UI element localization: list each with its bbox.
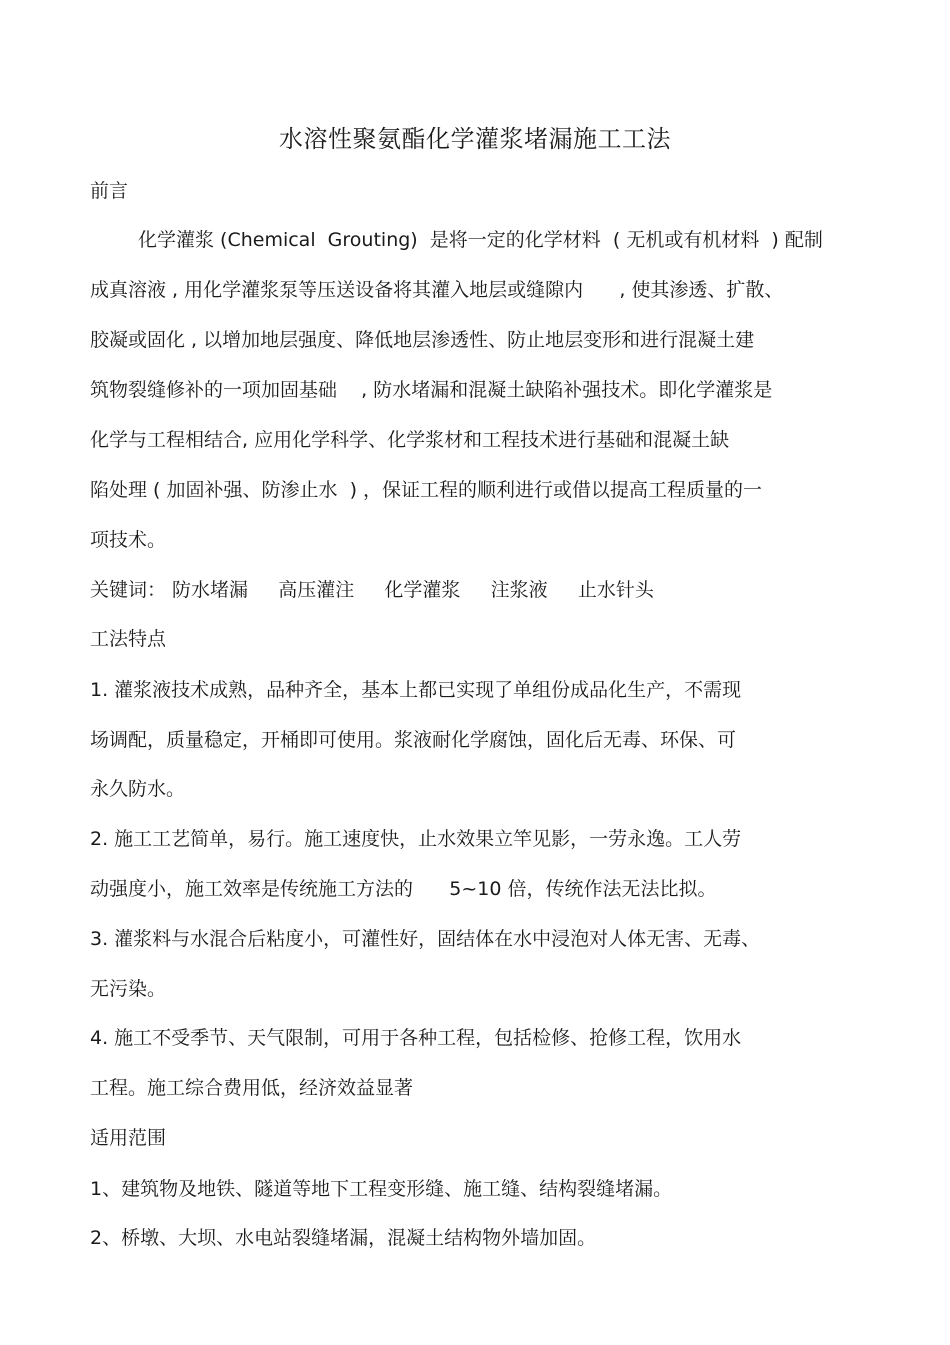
list-item-line: 1. 灌浆液技术成熟，品种齐全，基本上都已实现了单组份成品化生产，不需现: [90, 679, 742, 701]
list-item-line: 1、建筑物及地铁、隧道等地下工程变形缝、施工缝、结构裂缝堵漏。: [90, 1178, 673, 1200]
paragraph-line: 项技术。: [90, 529, 167, 551]
list-item-line: 4. 施工不受季节、天气限制，可用于各种工程，包括检修、抢修工程，饮用水: [90, 1027, 742, 1049]
paragraph-line: 化学灌浆 (Chemical Grouting) 是将一定的化学材料 ( 无机或有机材料 ) 配制: [138, 229, 823, 251]
list-item-line: 3. 灌浆料与水混合后粘度小，可灌性好，固结体在水中浸泡对人体无害、无毒、: [90, 928, 761, 950]
paragraph-line: 胶凝或固化 , 以增加地层强度、降低地层渗透性、防止地层变形和进行混凝土建: [90, 329, 755, 351]
paragraph-line: 陷处理 ( 加固补强、防渗止水 ) ，保证工程的顺利进行或借以提高工程质量的一: [90, 479, 763, 501]
list-item-line: 2. 施工工艺简单，易行。施工速度快，止水效果立竿见影，一劳永逸。工人劳: [90, 828, 742, 850]
section-heading-features: 工法特点: [90, 628, 167, 650]
list-item-line: 永久防水。: [90, 778, 186, 800]
section-heading-scope: 适用范围: [90, 1127, 167, 1149]
document-title: 水溶性聚氨酯化学灌浆堵漏施工工法: [279, 125, 671, 153]
paragraph-line: 成真溶液 , 用化学灌浆泵等压送设备将其灌入地层或缝隙内 , 使其渗透、扩散、: [90, 279, 784, 301]
list-item-line: 场调配，质量稳定，开桶即可使用。浆液耐化学腐蚀，固化后无毒、环保、可: [90, 729, 737, 751]
list-item-line: 工程。施工综合费用低，经济效益显著: [90, 1077, 414, 1099]
list-item-line: 动强度小，施工效率是传统施工方法的 5~10 倍，传统作法无法比拟。: [90, 878, 717, 900]
section-heading-preface: 前言: [90, 180, 129, 202]
paragraph-line: 筑物裂缝修补的一项加固基础 , 防水堵漏和混凝土缺陷补强技术。即化学灌浆是: [90, 379, 773, 401]
list-item-line: 无污染。: [90, 978, 167, 1000]
list-item-line: 2、桥墩、大坝、水电站裂缝堵漏，混凝土结构物外墙加固。: [90, 1227, 597, 1249]
paragraph-line: 化学与工程相结合, 应用化学科学、化学浆材和工程技术进行基础和混凝土缺: [90, 429, 730, 451]
keywords-line: 关键词： 防水堵漏 高压灌注 化学灌浆 注浆液 止水针头: [90, 579, 654, 601]
